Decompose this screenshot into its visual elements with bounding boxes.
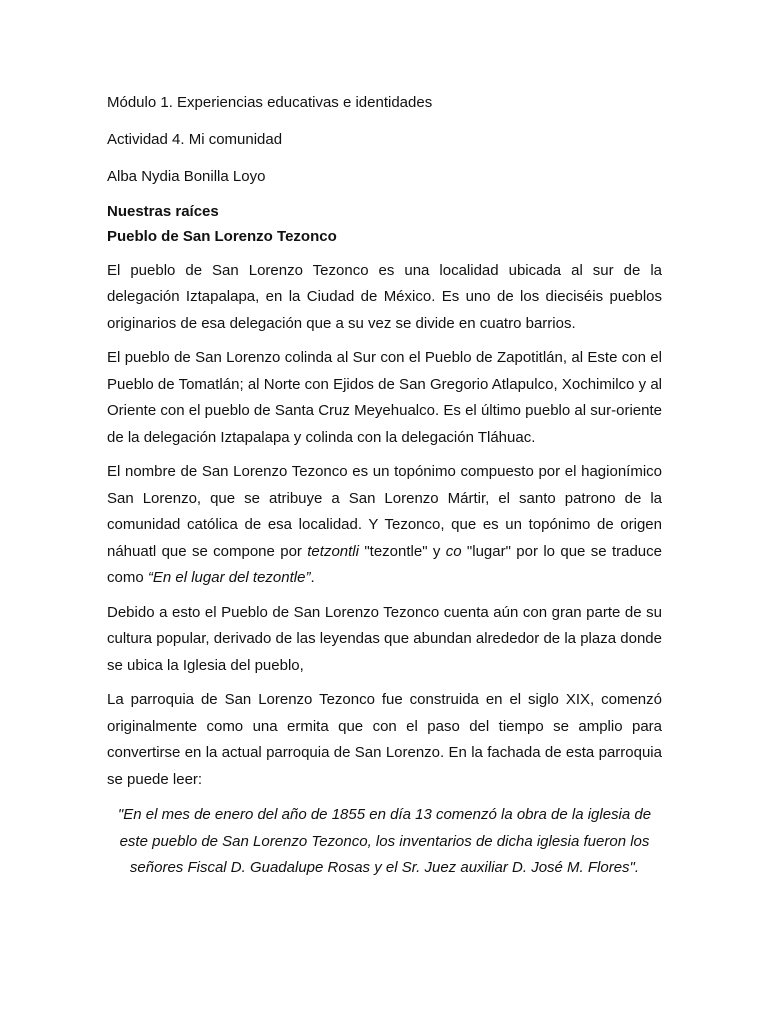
paragraph-parish: La parroquia de San Lorenzo Tezonco fue construida en el siglo XIX, comenzó originalmente como una ermita que con el paso del tiempo se amplio para convertirse en la actual parroquia de San Lorenzo. En la fachada de esta parroquia se puede leer: bbox=[107, 691, 662, 788]
etymology-term-co: co bbox=[445, 542, 462, 560]
facade-inscription-quote: "En el mes de enero del año de 1855 en día 13 comenzó la obra de la iglesia de este pueblo de San Lorenzo Tezonco, los inventarios de dicha iglesia fueron los señores Fiscal D. Guadalupe Rosas y el Sr. Juez auxiliar D. José M. Flores". bbox=[117, 806, 652, 876]
activity-title: Actividad 4. Mi comunidad bbox=[107, 131, 283, 148]
etymology-text-1: El nombre de San Lorenzo Tezonco es un topónimo compuesto por el hagionímico San Lorenzo, que se atribuye a San Lorenzo Mártir, el santo patrono de la comunidad católica de esa localidad. Y Tezonco, que es un topónimo de origen náhuatl que se compone por bbox=[107, 463, 662, 560]
etymology-text-4: . bbox=[310, 569, 315, 586]
document-page bbox=[107, 90, 662, 882]
etymology-text-2: "tezontle" y bbox=[358, 542, 446, 560]
etymology-term-tetzontli: tetzontli bbox=[307, 542, 359, 560]
paragraph-etymology bbox=[107, 459, 662, 592]
section-heading: Nuestras raíces bbox=[107, 202, 219, 220]
paragraph-culture: Debido a esto el Pueblo de San Lorenzo Tezonco cuenta aún con gran parte de su cultura popular, derivado de las leyendas que abundan alrededor de la plaza donde se ubica la Iglesia del pueblo, bbox=[107, 603, 662, 674]
subsection-heading: Pueblo de San Lorenzo Tezonco bbox=[107, 227, 337, 245]
etymology-translation: “En el lugar del tezontle” bbox=[147, 569, 311, 586]
etymology-text-3: "lugar" por lo que se traduce como bbox=[107, 542, 662, 586]
module-title: Módulo 1. Experiencias educativas e identidades bbox=[107, 94, 433, 111]
author-name: Alba Nydia Bonilla Loyo bbox=[107, 168, 266, 185]
paragraph-location: El pueblo de San Lorenzo Tezonco es una localidad ubicada al sur de la delegación Iztapalapa, en la Ciudad de México. Es uno de los dieciséis pueblos originarios de esa delegación que a su vez se divide en cuatro barrios. bbox=[107, 261, 662, 332]
paragraph-boundaries: El pueblo de San Lorenzo colinda al Sur con el Pueblo de Zapotitlán, al Este con el Pueblo de Tomatlán; al Norte con Ejidos de San Gregorio Atlapulco, Xochimilco y al Oriente con el pueblo de Santa Cruz Meyehualco. Es el último pueblo al sur-oriente de la delegación Iztapalapa y colinda con la delegación Tláhuac. bbox=[107, 349, 662, 446]
